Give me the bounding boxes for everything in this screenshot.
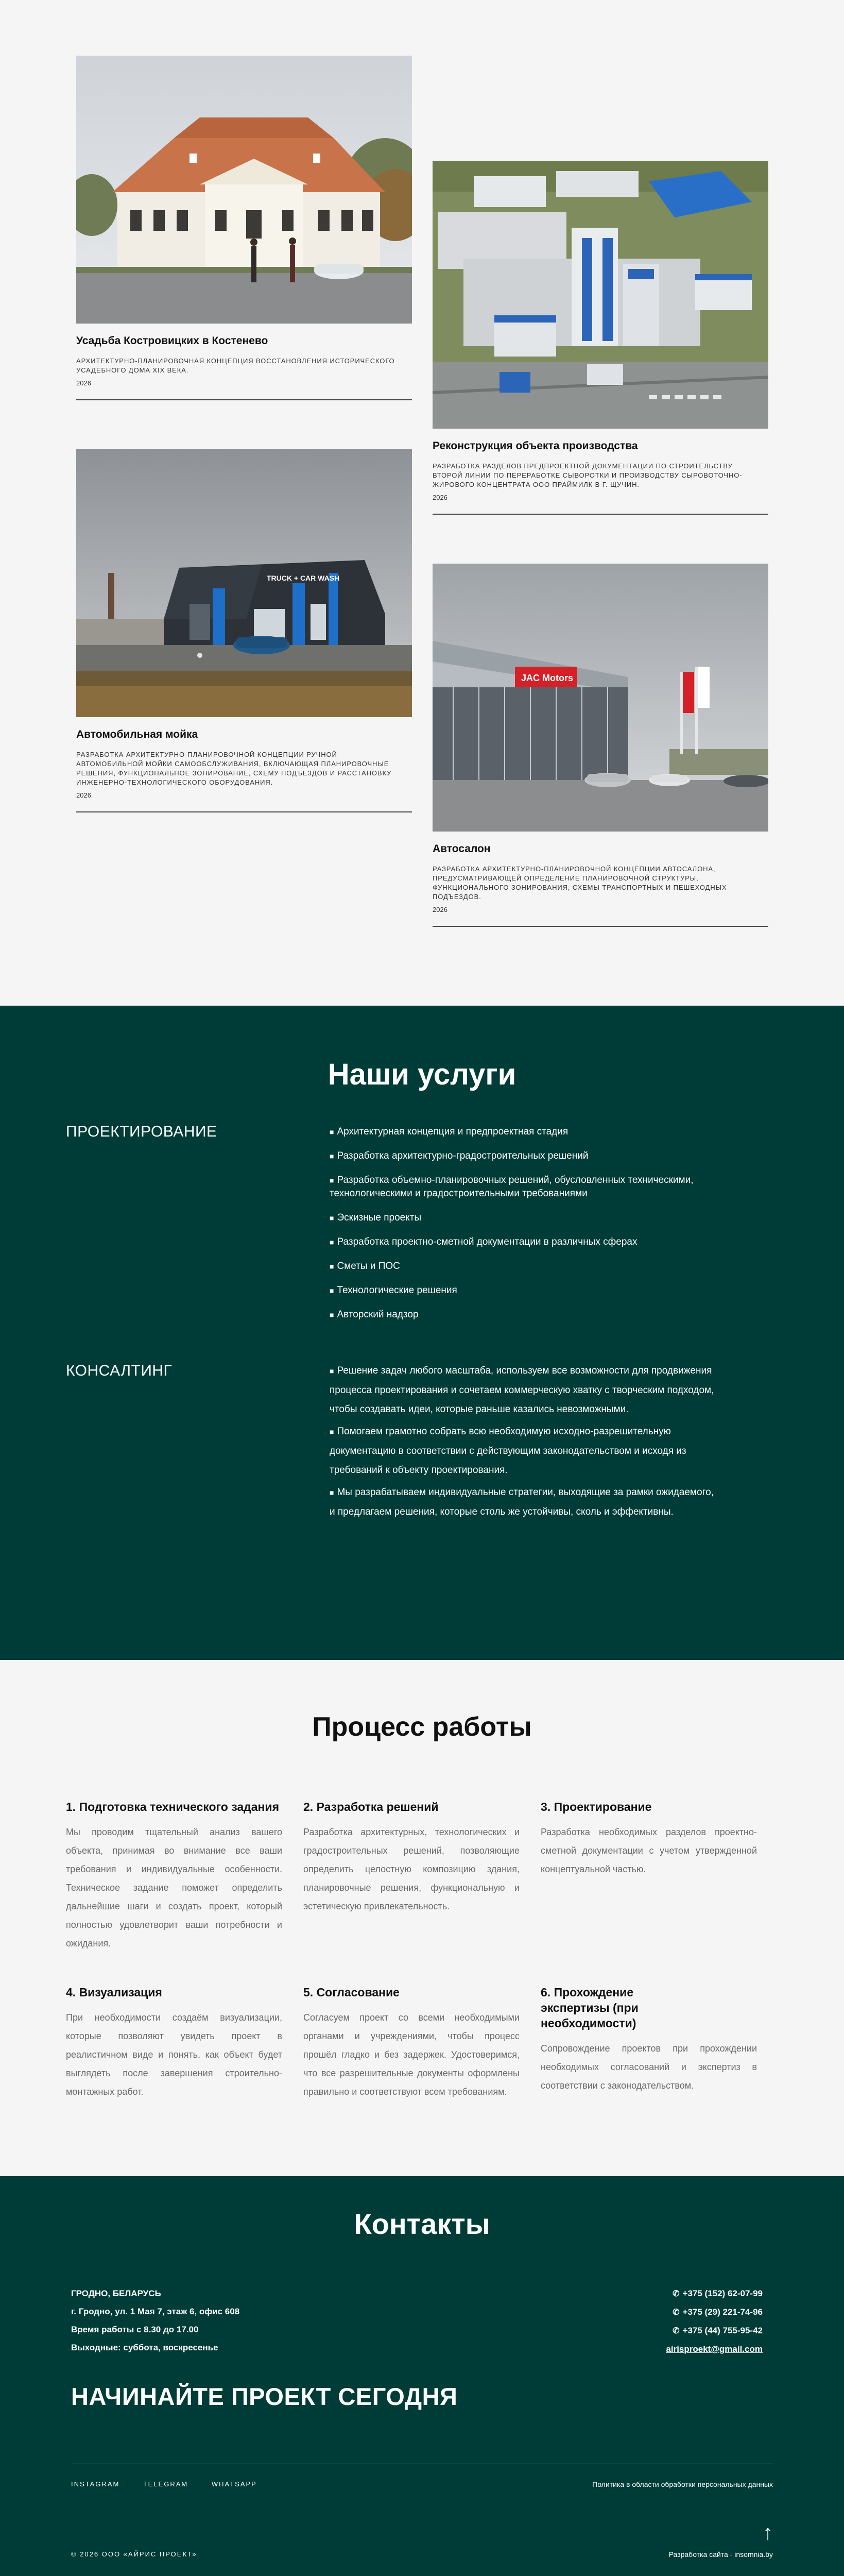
process-step — [66, 1799, 282, 1953]
process-step — [541, 1799, 757, 1878]
project-description: РАЗРАБОТКА АРХИТЕКТУРНО-ПЛАНИРОВОЧНОЙ КОНЦЕПЦИИ РУЧНОЙ АВТОМОБИЛЬНОЙ МОЙКИ САМООБСЛУЖИВАНИЯ, ВКЛЮЧАЮЩАЯ ПЛАНИРОВОЧНЫЕ РЕШЕНИЯ, ФУНКЦИОНАЛЬНОЕ ЗОНИРОВАНИЕ, СХЕМУ ПОДЪЕЗДОВ И РАССТАНОВКУ ИНЖЕНЕРНО-ТЕХНОЛОГИЧЕСКОГО ОБОРУДОВАНИЯ. — [76, 751, 392, 786]
project-description: РАЗРАБОТКА РАЗДЕЛОВ ПРЕДПРОЕКТНОЙ ДОКУМЕНТАЦИИ ПО СТРОИТЕЛЬСТВУ ВТОРОЙ ЛИНИИ ПО ПЕРЕРАБОТКЕ СЫВОРОТКИ И ПРОИЗВОДСТВУ СЫРОВОТОЧНО-ЖИРОВОГО КОНЦЕНТРАТА ООО ПРАЙМИЛК В Г. ЩУЧИН. — [433, 462, 743, 488]
step-title: 3. Проектирование — [541, 1800, 652, 1814]
contacts-section — [0, 2176, 844, 2576]
bullet-icon: ■ — [330, 1262, 334, 1270]
phone-link[interactable]: ✆ +375 (29) 221-74-96 — [673, 2307, 763, 2317]
phone-icon: ✆ — [673, 2327, 680, 2335]
step-text: Разработка архитектурных, технологических и градостроительных решений, позволяющие определить целостную композицию здания, планировочные решения, функциональную и эстетическую привлекательность. — [303, 1827, 520, 1911]
city-label: ГРОДНО, БЕЛАРУСЬ — [71, 2289, 161, 2298]
phone-link[interactable]: ✆ +375 (44) 755-95-42 — [673, 2326, 763, 2335]
phone-link[interactable]: ✆ +375 (152) 62-07-99 — [673, 2289, 763, 2298]
bullet-icon: ■ — [330, 1176, 334, 1184]
projects-section — [0, 0, 844, 1006]
project-year: 2026 — [433, 494, 447, 501]
service-item: ■ Архитектурная концепция и предпроектная стадия — [330, 1126, 569, 1137]
working-hours: Время работы с 8.30 до 17.00 — [71, 2325, 199, 2334]
service-item: ■ Эскизные проекты — [330, 1212, 422, 1223]
process-section — [0, 1660, 844, 2176]
step-title: 2. Разработка решений — [303, 1800, 439, 1814]
project-year: 2026 — [433, 906, 447, 913]
project-title[interactable]: Реконструкция объекта производства — [433, 440, 638, 452]
service-item: ■ Помогаем грамотно собрать всю необходимую исходно-разрешительную документацию в соответствии с действующим законодательством и исходя из требований к объекту проектирования. — [330, 1426, 686, 1476]
project-divider — [433, 514, 768, 515]
scroll-top-icon[interactable]: ↑ — [763, 2521, 773, 2544]
project-photo-carwash[interactable] — [76, 449, 412, 717]
step-title: 5. Согласование — [303, 1986, 400, 1999]
service-item: ■ Разработка объемно-планировочных решений, обусловленных техническими, технологическими и градостроительными требованиями — [330, 1175, 694, 1199]
cta-heading: НАЧИНАЙТЕ ПРОЕКТ СЕГОДНЯ — [71, 2383, 458, 2410]
bullet-icon: ■ — [330, 1286, 334, 1295]
service-item: ■ Решение задач любого масштаба, используем все возможности для продвижения процесса проектирования и сочетаем коммерческую хватку с творческим подходом, чтобы создавать идеи, которые раньше казались невозможными. — [330, 1365, 714, 1415]
project-card-carwash[interactable] — [76, 449, 412, 812]
step-text: Согласуем проект со всеми необходимыми органами и учреждениями, чтобы процесс прошёл гладко и без задержек. Удостоверимся, что все разрешительные документы оформлены правильно и соответствуют всем требованиям. — [303, 2012, 520, 2097]
project-card-manor[interactable] — [76, 56, 412, 400]
step-text: Мы проводим тщательный анализ вашего объекта, принимая во внимание все ваши требования и индивидуальные особенности. Техническое задание поможет определить дальнейшие шаги и создать проект, который полностью удовлетворит ваши потребности и ожидания. — [66, 1827, 282, 1948]
step-title: 4. Визуализация — [66, 1986, 162, 1999]
consulting-heading: КОНСАЛТИНГ — [66, 1362, 173, 1379]
project-card-showroom[interactable] — [433, 564, 768, 927]
project-description: РАЗРАБОТКА АРХИТЕКТУРНО-ПЛАНИРОВОЧНОЙ КОНЦЕПЦИИ АВТОСАЛОНА, ПРЕДУСМАТРИВАЮЩЕЙ ОПРЕДЕЛЕНИЕ ПЛАНИРОВОЧНОЙ СТРУКТУРЫ, ФУНКЦИОНАЛЬНОГО ЗОНИРОВАНИЯ, СХЕМЫ ТРАНСПОРТНЫХ И ПЕШЕХОДНЫХ ПОДЪЕЗДОВ. — [433, 865, 727, 901]
showroom-sign-text: JAC Motors — [521, 673, 574, 683]
email-link[interactable]: airisproekt@gmail.com — [666, 2344, 763, 2354]
days-off: Выходные: суббота, воскресенье — [71, 2343, 218, 2352]
copyright-text: © 2026 ООО «АЙРИС ПРОЕКТ». — [71, 2550, 200, 2558]
service-item: ■ Разработка проектно-сметной документации в различных сферах — [330, 1236, 638, 1247]
service-item: ■ Разработка архитектурно-градостроительных решений — [330, 1150, 589, 1161]
consulting-services-list — [330, 1361, 721, 1524]
project-divider — [76, 811, 412, 812]
process-step — [303, 1985, 520, 2101]
bullet-icon: ■ — [330, 1488, 334, 1497]
step-title: 6. Прохождение экспертизы (при необходимости) — [541, 1986, 639, 2030]
bullet-icon: ■ — [330, 1428, 334, 1436]
service-item: ■ Авторский надзор — [330, 1309, 419, 1320]
services-title: Наши услуги — [328, 1058, 516, 1091]
bullet-icon: ■ — [330, 1238, 334, 1246]
contacts-title: Контакты — [354, 2208, 490, 2240]
social-links — [71, 2480, 278, 2488]
project-card-factory[interactable] — [433, 161, 768, 515]
phones-block — [666, 2284, 763, 2358]
project-photo-showroom[interactable] — [433, 564, 768, 832]
developer-link[interactable]: Разработка сайта - insomnia.by — [668, 2550, 773, 2558]
service-item: ■ Мы разрабатываем индивидуальные стратегии, выходящие за рамки ожидаемого, и предлагаем решения, которые столь же устойчивы, сколь и эффективны. — [330, 1487, 714, 1517]
design-services-list — [330, 1125, 721, 1332]
phone-icon: ✆ — [673, 2290, 680, 2298]
project-title[interactable]: Усадьба Костровицких в Костенево — [76, 335, 268, 347]
project-title[interactable]: Автосалон — [433, 843, 491, 855]
services-section — [0, 1006, 844, 1660]
step-title: 1. Подготовка технического задания — [66, 1800, 279, 1814]
project-divider — [76, 399, 412, 400]
telegram-link[interactable]: TELEGRAM — [143, 2480, 188, 2488]
process-step — [541, 1985, 757, 2095]
carwash-sign-text: TRUCK + CAR WASH — [267, 574, 340, 582]
phone-icon: ✆ — [673, 2308, 680, 2317]
street-address: г. Гродно, ул. 1 Мая 7, этаж 6, офис 608 — [71, 2307, 240, 2316]
service-item: ■ Сметы и ПОС — [330, 1261, 400, 1272]
bullet-icon: ■ — [330, 1214, 334, 1222]
service-item: ■ Технологические решения — [330, 1285, 457, 1296]
design-heading: ПРОЕКТИРОВАНИЕ — [66, 1123, 217, 1140]
project-title[interactable]: Автомобильная мойка — [76, 728, 198, 740]
bullet-icon: ■ — [330, 1128, 334, 1136]
process-title: Процесс работы — [312, 1712, 532, 1742]
project-year: 2026 — [76, 379, 91, 387]
process-step — [303, 1799, 520, 1916]
bullet-icon: ■ — [330, 1367, 334, 1375]
step-text: Разработка необходимых разделов проектно-сметной документации с учетом утвержденной концептуальной частью. — [541, 1827, 757, 1874]
bullet-icon: ■ — [330, 1152, 334, 1160]
instagram-link[interactable]: INSTAGRAM — [71, 2480, 120, 2488]
step-text: При необходимости создаём визуализации, которые позволяют увидеть проект в реалистичном виде и понять, как объект будет выглядеть после завершения строительно-монтажных работ. — [66, 2012, 282, 2097]
project-year: 2026 — [76, 791, 91, 799]
process-step — [66, 1985, 282, 2101]
bullet-icon: ■ — [330, 1311, 334, 1319]
step-text: Сопровождение проектов при прохождении необходимых согласований и экспертиз в соответствии с законодательством. — [541, 2043, 757, 2091]
address-block — [71, 2284, 239, 2357]
project-description: АРХИТЕКТУРНО-ПЛАНИРОВОЧНАЯ КОНЦЕПЦИЯ ВОССТАНОВЛЕНИЯ ИСТОРИЧЕСКОГО УСАДЕБНОГО ДОМА XIX ВЕКА. — [76, 357, 395, 374]
project-divider — [433, 926, 768, 927]
project-photo-manor[interactable] — [76, 56, 412, 324]
project-photo-factory[interactable] — [433, 161, 768, 429]
whatsapp-link[interactable]: WHATSAPP — [211, 2480, 257, 2488]
privacy-policy-link[interactable]: Политика в области обработки персональных данных — [592, 2480, 773, 2488]
